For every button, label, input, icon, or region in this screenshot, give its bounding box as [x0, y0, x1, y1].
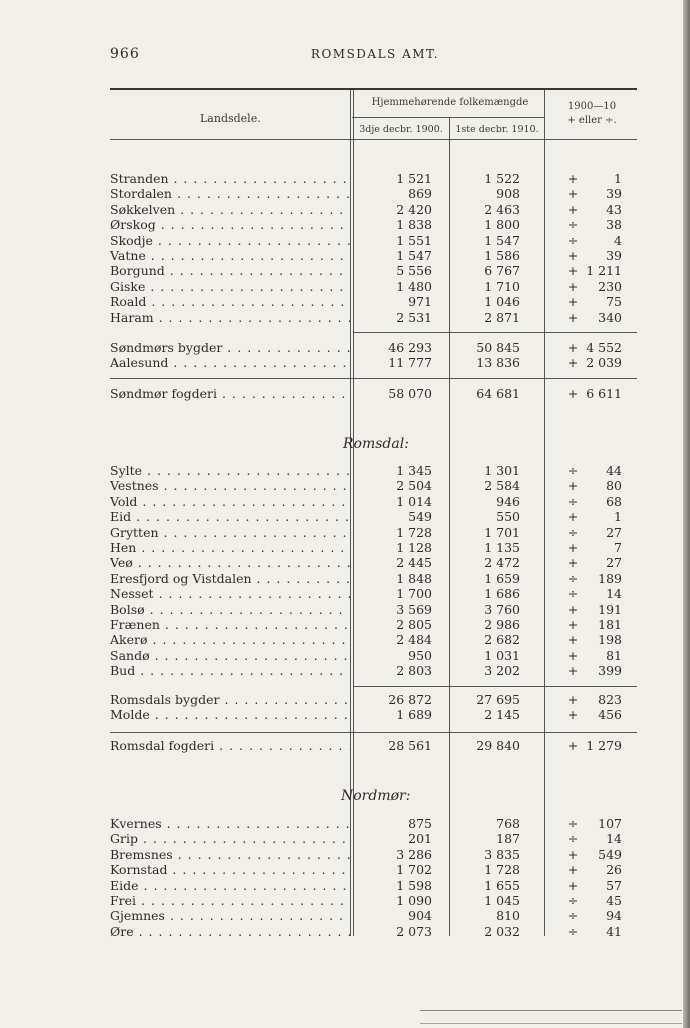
book-spine-edge	[683, 0, 690, 1028]
value-1910: 1 045	[484, 893, 520, 908]
table-row	[110, 355, 630, 371]
value-1910: 908	[496, 186, 520, 202]
change-sign: ÷	[567, 586, 579, 602]
value-1900: 1 689	[396, 707, 432, 723]
value-1900: 1 551	[396, 232, 432, 248]
change-value: 549	[598, 846, 622, 862]
table-row	[110, 263, 630, 279]
value-1910: 1 547	[484, 232, 520, 248]
value-1910: 550	[496, 509, 520, 525]
table-row	[110, 707, 630, 723]
change-value: 340	[598, 309, 622, 325]
row-name: Bud . . .	[110, 663, 350, 679]
value-1900: 46 293	[388, 340, 432, 355]
change-sign: ÷	[567, 923, 579, 939]
value-1910: 2 584	[484, 478, 520, 494]
page-title: ROMSDALS AMT.	[310, 47, 440, 61]
change-sign: +	[567, 294, 579, 310]
value-1910: 3 202	[484, 663, 520, 679]
total-rule-romsdal	[110, 732, 637, 733]
header-change-line2: + eller ÷.	[567, 115, 617, 126]
change-value: 198	[598, 632, 622, 648]
value-1910: 2 145	[484, 707, 520, 723]
change-value: 7	[614, 540, 622, 555]
value-1900: 904	[408, 908, 432, 924]
change-sign: +	[567, 738, 579, 753]
row-name: Skodje . . .	[110, 233, 350, 249]
value-1910: 2 463	[484, 201, 520, 217]
change-value: 2 039	[586, 355, 622, 371]
row-name: Eide . . .	[110, 878, 350, 894]
table-row	[110, 602, 630, 618]
change-sign: +	[567, 663, 579, 679]
change-value: 45	[606, 893, 622, 908]
change-sign: +	[567, 555, 579, 571]
change-sign: +	[567, 201, 579, 217]
row-name: Stordalen . . .	[110, 186, 350, 202]
total-rule-sondmor	[110, 378, 637, 379]
value-1900: 2 484	[396, 632, 432, 648]
row-name: Sandø . . .	[110, 648, 350, 664]
change-value: 44	[606, 463, 622, 478]
table-row	[110, 509, 630, 525]
row-name: Øre . . .	[110, 924, 350, 940]
table-row	[110, 632, 630, 648]
table-row	[110, 878, 630, 894]
value-1900: 1 700	[396, 586, 432, 602]
table-row	[110, 924, 630, 940]
value-1900: 875	[408, 816, 432, 831]
page-header	[110, 46, 640, 68]
row-name: Grip . . .	[110, 831, 350, 847]
change-sign: +	[567, 540, 579, 555]
table-row	[110, 571, 630, 587]
change-sign: ÷	[567, 524, 579, 540]
row-name: Kornstad . . .	[110, 862, 350, 878]
change-value: 191	[598, 601, 622, 617]
table-row	[110, 171, 630, 187]
value-1910: 1 135	[484, 540, 520, 555]
value-1900: 1 728	[396, 524, 432, 540]
value-1910: 2 472	[484, 555, 520, 571]
value-1900: 3 569	[396, 601, 432, 617]
table-row	[110, 525, 630, 541]
change-value: 1 279	[586, 738, 622, 753]
value-1910: 1 586	[484, 248, 520, 263]
change-sign: +	[567, 509, 579, 525]
value-1910: 2 871	[484, 309, 520, 325]
table-row	[110, 555, 630, 571]
change-sign: +	[567, 278, 579, 294]
table-row	[110, 463, 630, 479]
value-1910: 1 655	[484, 877, 520, 893]
change-sign: ÷	[567, 217, 579, 233]
change-value: 43	[606, 201, 622, 217]
row-name: Bolsø . . .	[110, 602, 350, 618]
value-1910: 1 686	[484, 586, 520, 602]
table-row	[110, 648, 630, 664]
value-1910: 29 840	[476, 738, 520, 753]
change-value: 189	[598, 570, 622, 586]
change-sign: +	[567, 386, 579, 401]
change-value: 41	[606, 923, 622, 939]
value-1900: 5 556	[396, 263, 432, 279]
row-name: Ørskog . . .	[110, 217, 350, 233]
change-value: 230	[598, 278, 622, 294]
change-value: 14	[606, 586, 622, 602]
row-name: Nesset . . .	[110, 586, 350, 602]
change-sign: +	[567, 248, 579, 263]
change-sign: ÷	[567, 463, 579, 478]
row-name: Roald . . .	[110, 294, 350, 310]
change-value: 823	[598, 692, 622, 707]
table-row	[110, 816, 630, 832]
change-value: 39	[606, 248, 622, 263]
change-sign: +	[567, 617, 579, 632]
change-value: 94	[606, 908, 622, 924]
value-1910: 810	[496, 908, 520, 924]
change-value: 14	[606, 831, 622, 847]
change-sign: ÷	[567, 893, 579, 908]
value-1910: 2 986	[484, 617, 520, 632]
value-1900: 549	[408, 509, 432, 525]
value-1900: 2 504	[396, 478, 432, 494]
table-row	[110, 908, 630, 924]
change-value: 38	[606, 217, 622, 233]
table-top-rule	[110, 88, 637, 90]
row-name: Giske . . .	[110, 279, 350, 295]
table-row	[110, 386, 630, 402]
change-value: 57	[606, 877, 622, 893]
table-row	[110, 893, 630, 909]
table-row	[110, 233, 630, 249]
change-value: 75	[606, 294, 622, 310]
value-1900: 1 014	[396, 493, 432, 509]
change-sign: +	[567, 355, 579, 371]
value-1900: 869	[408, 186, 432, 202]
value-1910: 1 800	[484, 217, 520, 233]
change-sign: +	[567, 309, 579, 325]
table-row	[110, 294, 630, 310]
change-sign: +	[567, 692, 579, 707]
change-sign: ÷	[567, 570, 579, 586]
row-name: Frei . . .	[110, 893, 350, 909]
value-1910: 1 046	[484, 294, 520, 310]
value-1900: 1 838	[396, 217, 432, 233]
change-value: 27	[606, 555, 622, 571]
value-1910: 768	[496, 816, 520, 831]
header-bottom-rule	[110, 139, 637, 140]
row-name: Romsdals bygder . . .	[110, 692, 350, 708]
row-name: Veø . . .	[110, 555, 350, 571]
row-name: Sylte . . .	[110, 463, 350, 479]
change-sign: +	[567, 601, 579, 617]
change-value: 80	[606, 478, 622, 494]
row-name: Grytten . . .	[110, 525, 350, 541]
value-1900: 1 702	[396, 862, 432, 878]
change-sign: +	[567, 340, 579, 355]
table-row	[110, 494, 630, 510]
table-row	[110, 540, 630, 556]
value-1900: 2 073	[396, 923, 432, 939]
row-name: Vatne . . .	[110, 248, 350, 264]
table-row	[110, 478, 630, 494]
value-1910: 6 767	[484, 263, 520, 279]
table-row	[110, 663, 630, 679]
table-row	[110, 617, 630, 633]
value-1910: 1 728	[484, 862, 520, 878]
value-1910: 946	[496, 493, 520, 509]
section-title: Nordmør:	[341, 788, 411, 804]
change-sign: +	[567, 186, 579, 202]
value-1910: 2 682	[484, 632, 520, 648]
row-name: Søndmør fogderi . . .	[110, 386, 350, 402]
row-name: Molde . . .	[110, 707, 350, 723]
value-1910: 27 695	[476, 692, 520, 707]
table-row	[110, 831, 630, 847]
change-sign: +	[567, 862, 579, 878]
change-sign: ÷	[567, 232, 579, 248]
table-row	[110, 248, 630, 264]
row-name: Aalesund . . .	[110, 355, 350, 371]
row-name: Frænen . . .	[110, 617, 350, 633]
value-1910: 1 659	[484, 570, 520, 586]
table-row	[110, 202, 630, 218]
change-value: 27	[606, 524, 622, 540]
value-1910: 3 835	[484, 846, 520, 862]
table-row	[110, 586, 630, 602]
change-sign: ÷	[567, 831, 579, 847]
value-1900: 201	[408, 831, 432, 847]
change-value: 107	[598, 816, 622, 831]
row-name: Søndmørs bygder . . .	[110, 340, 350, 356]
page-number: 966	[110, 46, 140, 62]
change-value: 26	[606, 862, 622, 878]
change-sign: +	[567, 877, 579, 893]
value-1910: 3 760	[484, 601, 520, 617]
change-value: 1	[614, 509, 622, 525]
value-1900: 971	[408, 294, 432, 310]
row-name: Vestnes . . .	[110, 478, 350, 494]
change-sign: +	[567, 846, 579, 862]
row-name: Kvernes . . .	[110, 816, 350, 832]
value-1900: 2 420	[396, 201, 432, 217]
row-name: Bremsnes . . .	[110, 847, 350, 863]
table-row	[110, 862, 630, 878]
table-row	[110, 847, 630, 863]
change-sign: +	[567, 171, 579, 186]
row-name: Stranden . . .	[110, 171, 350, 187]
value-1900: 1 521	[396, 171, 432, 186]
table-row	[110, 340, 630, 356]
value-1910: 13 836	[476, 355, 520, 371]
change-sign: +	[567, 263, 579, 279]
row-name: Hen . . .	[110, 540, 350, 556]
value-1900: 2 805	[396, 617, 432, 632]
value-1910: 50 845	[476, 340, 520, 355]
change-value: 81	[606, 647, 622, 663]
change-sign: ÷	[567, 493, 579, 509]
page-edge-lines	[420, 1010, 682, 1024]
value-1900: 26 872	[388, 692, 432, 707]
header-col-1910: 1ste decbr. 1910.	[455, 124, 539, 135]
table-row	[110, 738, 630, 754]
header-change-line1: 1900—10	[567, 101, 617, 112]
change-value: 68	[606, 493, 622, 509]
subtotal-rule-sondmor	[353, 332, 637, 333]
value-1900: 1 345	[396, 463, 432, 478]
value-1900: 1 480	[396, 278, 432, 294]
value-1910: 64 681	[476, 386, 520, 401]
change-value: 4	[614, 232, 622, 248]
table-row	[110, 310, 630, 326]
change-value: 181	[598, 617, 622, 632]
header-landsdele: Landsdele.	[200, 112, 261, 125]
value-1900: 1 598	[396, 877, 432, 893]
value-1910: 1 301	[484, 463, 520, 478]
change-value: 39	[606, 186, 622, 202]
value-1900: 1 848	[396, 570, 432, 586]
change-value: 456	[598, 707, 622, 723]
change-sign: ÷	[567, 908, 579, 924]
value-1900: 28 561	[388, 738, 432, 753]
change-sign: +	[567, 707, 579, 723]
table-row	[110, 217, 630, 233]
header-sub-rule	[352, 117, 544, 118]
section-title: Romsdal:	[343, 436, 409, 452]
header-folkemaengde: Hjemmehørende folkemængde	[371, 97, 529, 108]
value-1910: 1 522	[484, 171, 520, 186]
change-sign: +	[567, 632, 579, 648]
value-1900: 2 803	[396, 663, 432, 679]
table-row	[110, 279, 630, 295]
row-name: Søkkelven . . .	[110, 202, 350, 218]
header-col-1900: 3dje decbr. 1900.	[359, 124, 443, 135]
change-value: 399	[598, 663, 622, 679]
value-1900: 950	[408, 647, 432, 663]
row-name: Vold . . .	[110, 494, 350, 510]
value-1900: 2 531	[396, 309, 432, 325]
change-sign: +	[567, 478, 579, 494]
table-row	[110, 186, 630, 202]
row-name: Romsdal fogderi . . .	[110, 738, 350, 754]
value-1910: 187	[496, 831, 520, 847]
row-name: Gjemnes . . .	[110, 908, 350, 924]
value-1900: 58 070	[388, 386, 432, 401]
change-sign: ÷	[567, 816, 579, 831]
value-1910: 1 710	[484, 278, 520, 294]
value-1910: 1 701	[484, 524, 520, 540]
subtotal-rule-romsdal	[353, 686, 637, 687]
change-sign: +	[567, 647, 579, 663]
value-1900: 11 777	[388, 355, 432, 371]
row-name: Akerø . . .	[110, 632, 350, 648]
row-name: Borgund . . .	[110, 263, 350, 279]
change-value: 4 552	[586, 340, 622, 355]
value-1900: 3 286	[396, 846, 432, 862]
value-1900: 1 547	[396, 248, 432, 263]
change-value: 1 211	[586, 263, 622, 279]
row-name: Haram . . .	[110, 310, 350, 326]
value-1900: 2 445	[396, 555, 432, 571]
value-1900: 1 128	[396, 540, 432, 555]
change-value: 1	[614, 171, 622, 186]
table-row	[110, 692, 630, 708]
value-1910: 2 032	[484, 923, 520, 939]
change-value: 6 611	[586, 386, 622, 401]
row-name: Eresfjord og Vistdalen . . .	[110, 571, 350, 587]
value-1910: 1 031	[484, 647, 520, 663]
row-name: Eid . . .	[110, 509, 350, 525]
value-1900: 1 090	[396, 893, 432, 908]
